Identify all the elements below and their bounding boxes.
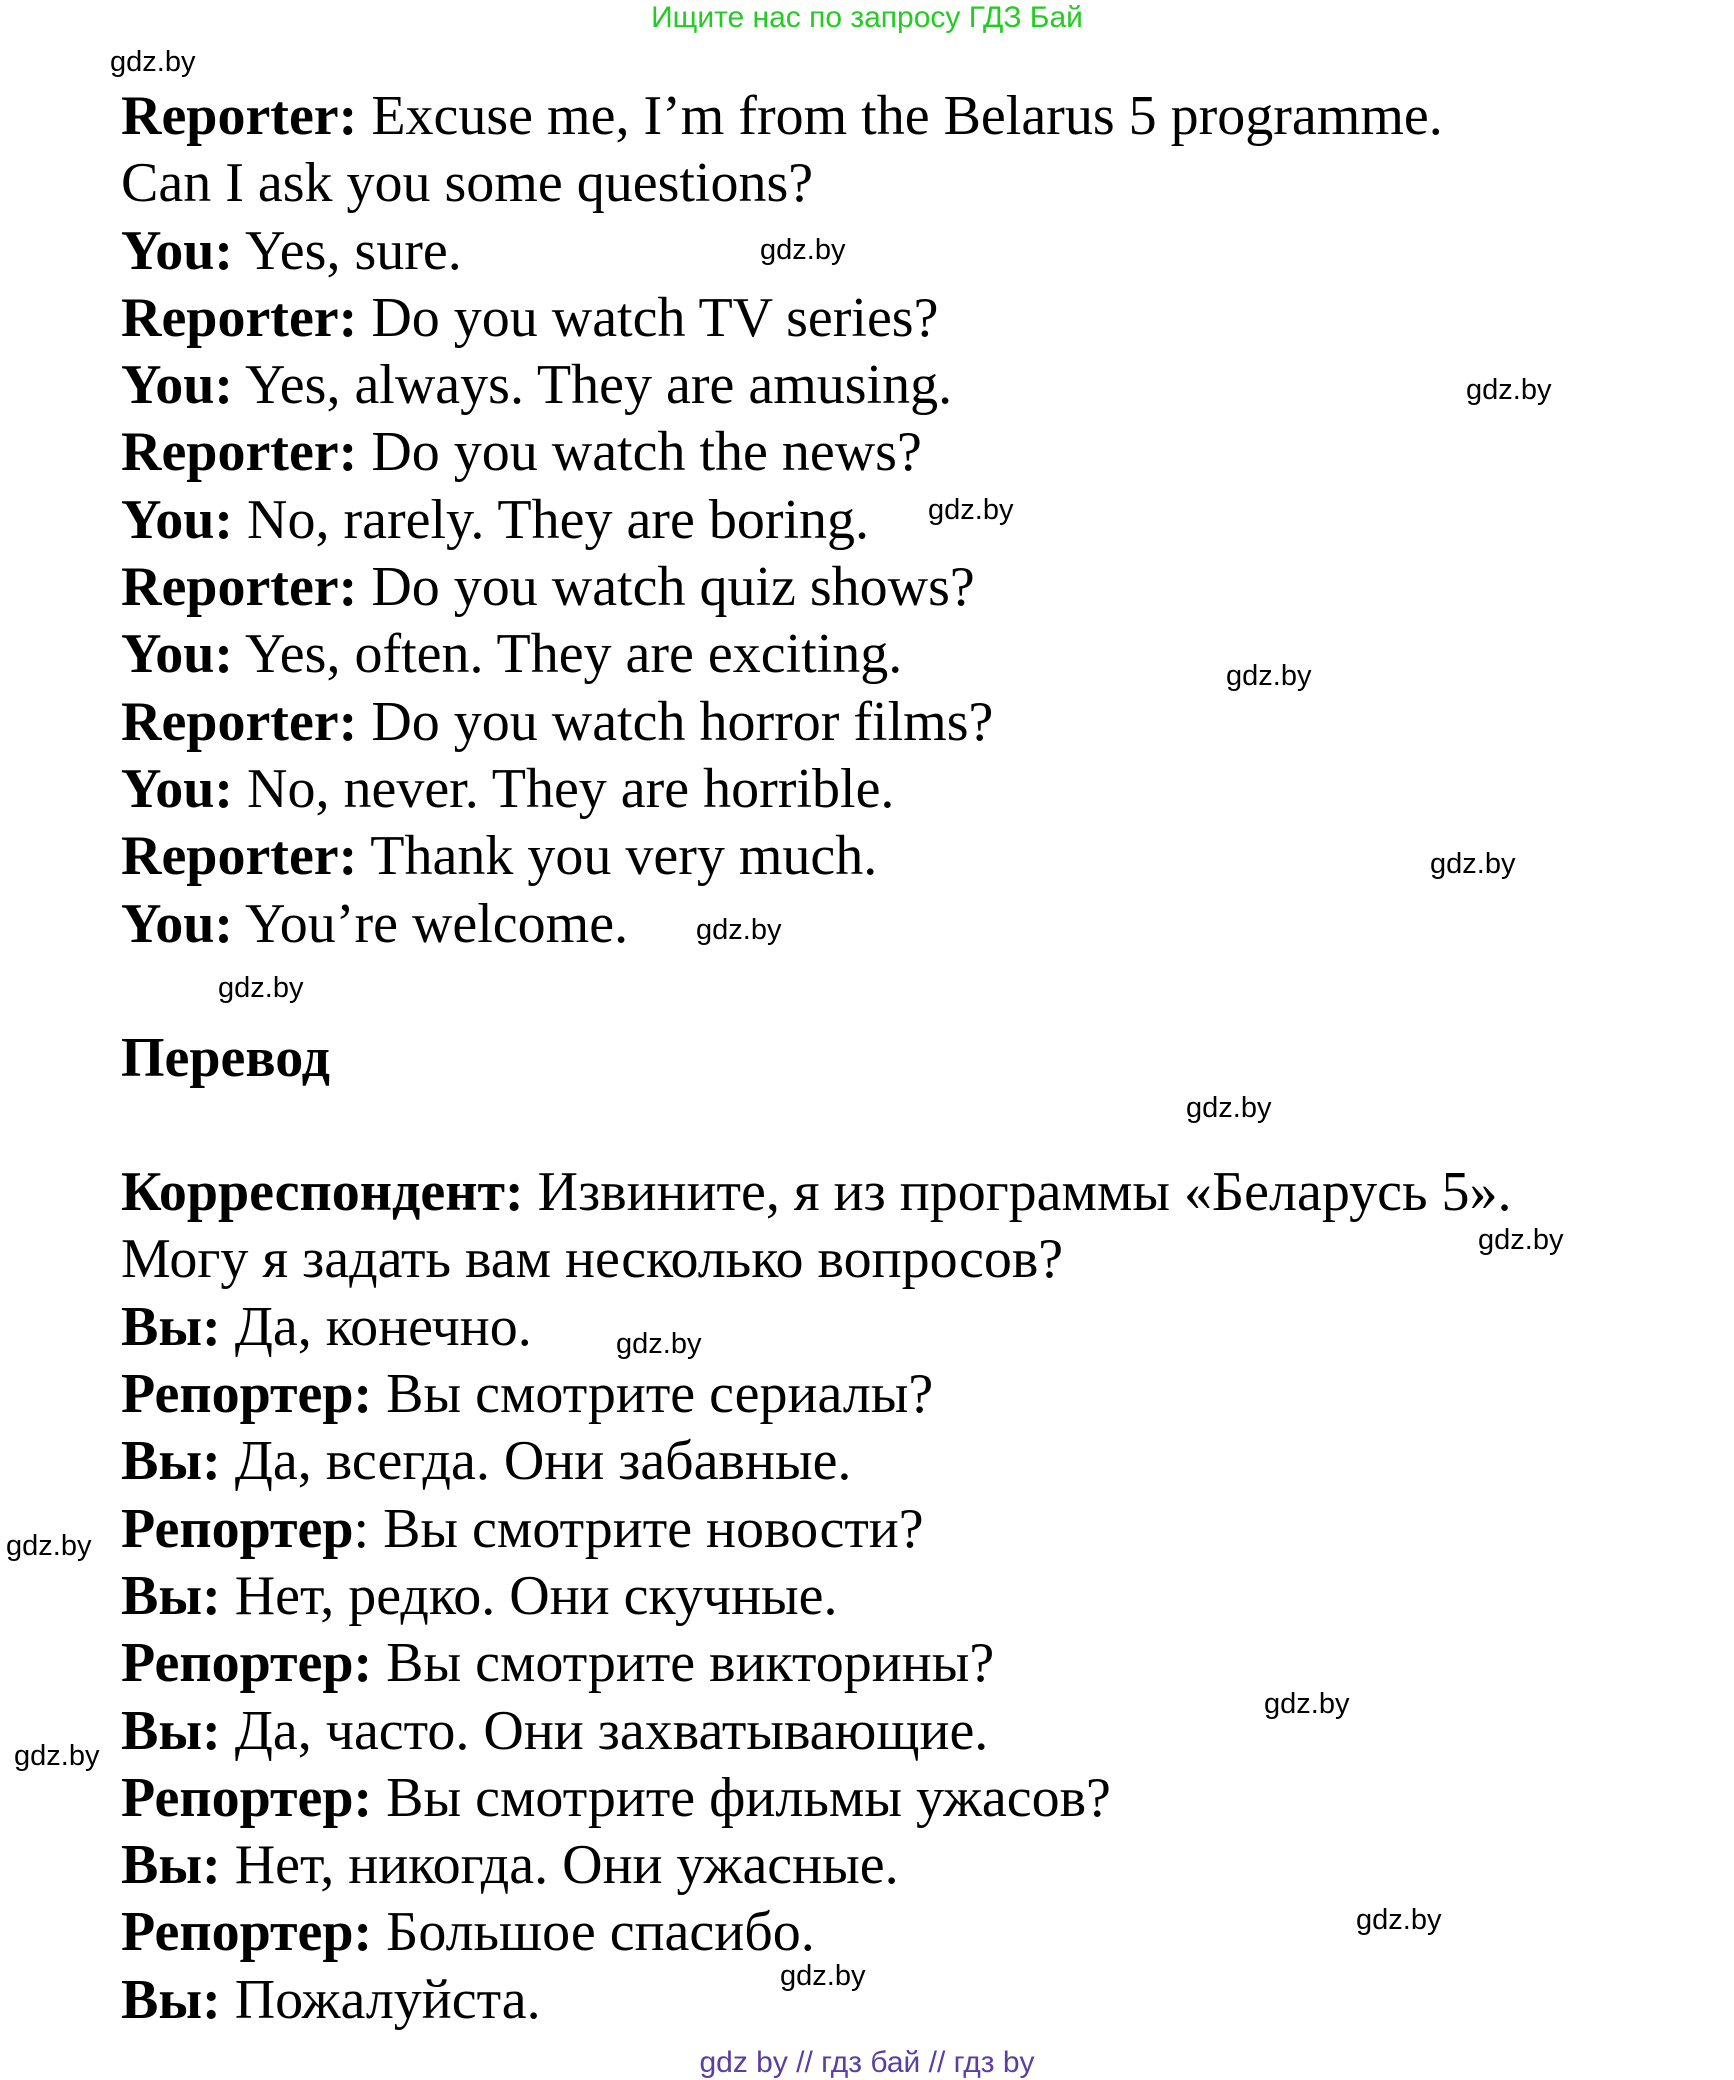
watermark: gdz.by bbox=[780, 1960, 866, 1992]
watermark: gdz.by bbox=[218, 972, 304, 1004]
dialogue-line bbox=[121, 150, 1512, 217]
top-banner: Ищите нас по запросу ГДЗ Бай bbox=[651, 1, 1083, 34]
dialogue-line bbox=[121, 1428, 1512, 1495]
dialogue-line bbox=[121, 1765, 1512, 1832]
dialogue-line bbox=[121, 352, 1512, 419]
watermark: gdz.by bbox=[1430, 848, 1516, 880]
line-text: Do you watch TV series? bbox=[357, 286, 939, 349]
dialogue-line bbox=[121, 554, 1512, 621]
speaker-label: Reporter: bbox=[121, 825, 358, 888]
line-text: No, never. They are horrible. bbox=[233, 757, 895, 820]
line-text: Yes, often. They are exciting. bbox=[233, 623, 903, 686]
line-text: Excuse me, I’m from the Belarus 5 programme. bbox=[357, 85, 1443, 147]
section-spacer bbox=[121, 1092, 1512, 1159]
line-text: No, rarely. They are boring. bbox=[233, 488, 870, 551]
line-text: Do you watch the news? bbox=[357, 421, 922, 484]
dialogue-line bbox=[121, 1159, 1512, 1226]
line-text: Нет, никогда. Они ужасные. bbox=[220, 1834, 899, 1897]
dialogue-line bbox=[121, 1899, 1512, 1966]
watermark: gdz.by bbox=[1466, 374, 1552, 406]
speaker-label: Вы: bbox=[121, 1564, 221, 1627]
line-text: Да, часто. Они захватывающие. bbox=[220, 1699, 989, 1762]
line-text: Пожалуйста. bbox=[220, 1968, 541, 2031]
dialogue-line bbox=[121, 689, 1512, 756]
speaker-label: You: bbox=[121, 623, 234, 686]
line-text: Да, конечно. bbox=[220, 1295, 532, 1358]
dialogue-line bbox=[121, 1496, 1512, 1563]
dialogue-line bbox=[121, 83, 1512, 150]
line-text: Большое спасибо. bbox=[372, 1901, 815, 1964]
dialogue-line bbox=[121, 891, 1512, 958]
dialogue-line bbox=[121, 1563, 1512, 1630]
dialogue-line bbox=[121, 1832, 1512, 1899]
watermark: gdz.by bbox=[616, 1328, 702, 1360]
dialogue-line bbox=[121, 1294, 1512, 1361]
line-text: Вы смотрите фильмы ужасов? bbox=[372, 1766, 1111, 1829]
speaker-label: Вы: bbox=[121, 1295, 221, 1358]
speaker-label: Репортер: bbox=[121, 1632, 373, 1695]
dialogue-line bbox=[121, 1226, 1512, 1293]
dialogue-english bbox=[121, 83, 1512, 958]
line-text: Thank you very much. bbox=[357, 825, 878, 888]
watermark: gdz.by bbox=[1186, 1092, 1272, 1124]
speaker-label: Репортер: bbox=[121, 1766, 373, 1829]
speaker-label: Reporter: bbox=[121, 690, 358, 753]
speaker-label: Reporter: bbox=[121, 85, 358, 147]
line-text: Do you watch quiz shows? bbox=[357, 556, 975, 619]
speaker-label: You: bbox=[121, 219, 234, 282]
speaker-label: Reporter: bbox=[121, 286, 358, 349]
line-text: Can I ask you some questions? bbox=[121, 152, 814, 215]
speaker-label: Вы: bbox=[121, 1699, 221, 1762]
speaker-label: Вы: bbox=[121, 1430, 221, 1493]
dialogue-line bbox=[121, 419, 1512, 486]
line-text: Извините, я из программы «Беларусь 5». bbox=[523, 1161, 1512, 1224]
watermark: gdz.by bbox=[1356, 1904, 1442, 1936]
speaker-label: Репортер: bbox=[121, 1363, 373, 1426]
watermark: gdz.by bbox=[928, 494, 1014, 526]
dialogue-line bbox=[121, 823, 1512, 890]
line-text: Вы смотрите викторины? bbox=[372, 1632, 995, 1695]
dialogue-line bbox=[121, 756, 1512, 823]
line-text: Yes, always. They are amusing. bbox=[233, 354, 953, 417]
line-text: Вы смотрите сериалы? bbox=[372, 1363, 934, 1426]
translation-heading: Перевод bbox=[121, 1026, 330, 1089]
footer-links: gdz by // гдз бай // гдз by bbox=[699, 2046, 1035, 2079]
line-text: Нет, редко. Они скучные. bbox=[220, 1564, 838, 1627]
speaker-label: Вы: bbox=[121, 1834, 221, 1897]
watermark: gdz.by bbox=[6, 1530, 92, 1562]
line-text: Да, всегда. Они забавные. bbox=[220, 1430, 852, 1493]
document-body bbox=[121, 83, 1512, 2034]
dialogue-russian bbox=[121, 1159, 1512, 2034]
speaker-label: You: bbox=[121, 354, 234, 417]
speaker-label: Репортер bbox=[121, 1497, 354, 1560]
line-text: Могу я задать вам несколько вопросов? bbox=[121, 1228, 1064, 1291]
line-text: You’re welcome. bbox=[233, 892, 629, 955]
speaker-label: You: bbox=[121, 488, 234, 551]
watermark: gdz.by bbox=[1264, 1688, 1350, 1720]
speaker-label: Корреспондент: bbox=[121, 1161, 524, 1224]
watermark: gdz.by bbox=[1226, 660, 1312, 692]
dialogue-line bbox=[121, 285, 1512, 352]
watermark: gdz.by bbox=[760, 234, 846, 266]
speaker-label: Вы: bbox=[121, 1968, 221, 2031]
watermark: gdz.by bbox=[14, 1740, 100, 1772]
watermark: gdz.by bbox=[110, 46, 196, 78]
dialogue-line bbox=[121, 1361, 1512, 1428]
watermark: gdz.by bbox=[696, 914, 782, 946]
speaker-label: Reporter: bbox=[121, 421, 358, 484]
line-text: Yes, sure. bbox=[233, 219, 462, 282]
speaker-label: Reporter: bbox=[121, 556, 358, 619]
speaker-label: Репортер: bbox=[121, 1901, 373, 1964]
watermark: gdz.by bbox=[1478, 1224, 1564, 1256]
line-text: : Вы смотрите новости? bbox=[353, 1497, 924, 1560]
dialogue-line bbox=[121, 487, 1512, 554]
speaker-label: You: bbox=[121, 892, 234, 955]
speaker-label: You: bbox=[121, 757, 234, 820]
line-text: Do you watch horror films? bbox=[357, 690, 994, 753]
